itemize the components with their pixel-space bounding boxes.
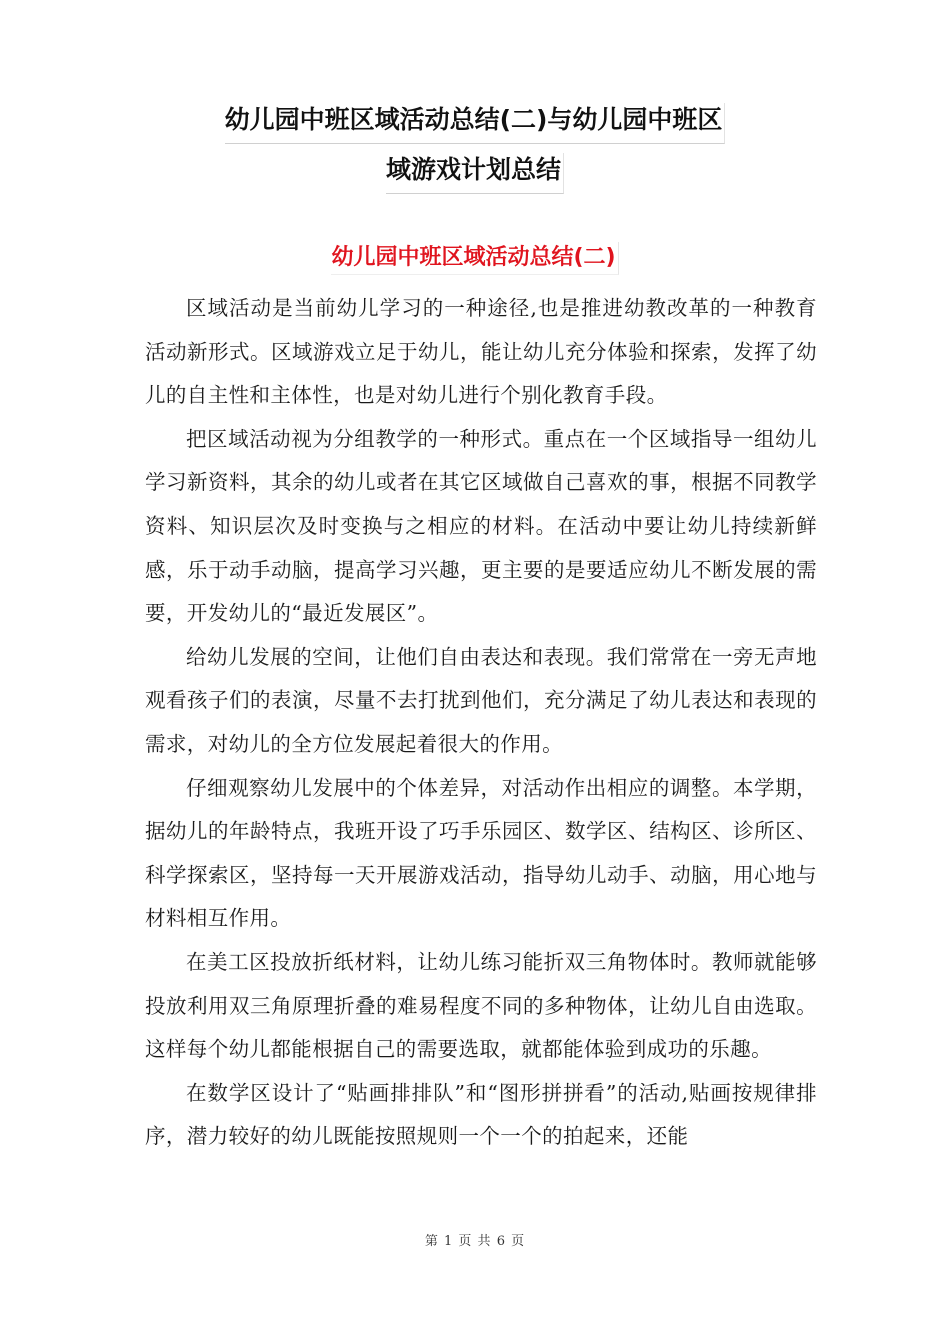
document-title-text-2: 域游戏计划总结 bbox=[386, 153, 564, 194]
paragraph-3: 给幼儿发展的空间，让他们自由表达和表现。我们常常在一旁无声地观看孩子们的表演，尽量不去打扰到他们，充分满足了幼儿表达和表现的需求，对幼儿的全方位发展起着很大的作用。 bbox=[145, 644, 817, 756]
paragraph-4: 仔细观察幼儿发展中的个体差异，对活动作出相应的调整。本学期，据幼儿的年龄特点，我班开设了巧手乐园区、数学区、结构区、诊所区、科学探索区，坚持每一天开展游戏活动，指导幼儿动手、动脑，用心地与材料相互作用。 bbox=[145, 775, 817, 931]
paragraph-6: 在数学区设计了“贴画排排队”和“图形拼拼看”的活动,贴画按规律排序，潜力较好的幼儿既能按照规则一个一个的拍起来，还能 bbox=[145, 1080, 817, 1149]
body-text bbox=[145, 287, 817, 1159]
page-footer: 第 1 页 共 6 页 bbox=[424, 1234, 526, 1249]
section-heading-text: 幼儿园中班区域活动总结(二) bbox=[331, 242, 618, 275]
document-title-line-1 bbox=[0, 103, 950, 144]
paragraph-5: 在美工区投放折纸材料，让幼儿练习能折双三角物体时。教师就能够投放利用双三角原理折叠的难易程度不同的多种物体，让幼儿自由选取。这样每个幼儿都能根据自己的需要选取，就都能体验到成功的乐趣。 bbox=[145, 949, 817, 1062]
paragraph-2: 把区域活动视为分组教学的一种形式。重点在一个区域指导一组幼儿学习新资料，其余的幼儿或者在其它区域做自己喜欢的事，根据不同教学资料、知识层次及时变换与之相应的材料。在活动中要让幼儿持续新鲜感，乐于动手动脑，提高学习兴趣，更主要的是要适应幼儿不断发展的需要，开发幼儿的“最近发展区”。 bbox=[145, 426, 817, 626]
section-heading bbox=[0, 242, 950, 275]
paragraph-1: 区域活动是当前幼儿学习的一种途径,也是推进幼教改革的一种教育活动新形式。区域游戏立足于幼儿，能让幼儿充分体验和探索，发挥了幼儿的自主性和主体性，也是对幼儿进行个别化教育手段。 bbox=[145, 296, 817, 408]
document-title-line-2 bbox=[0, 153, 950, 194]
document-title-text-1: 幼儿园中班区域活动总结(二)与幼儿园中班区 bbox=[225, 103, 726, 144]
